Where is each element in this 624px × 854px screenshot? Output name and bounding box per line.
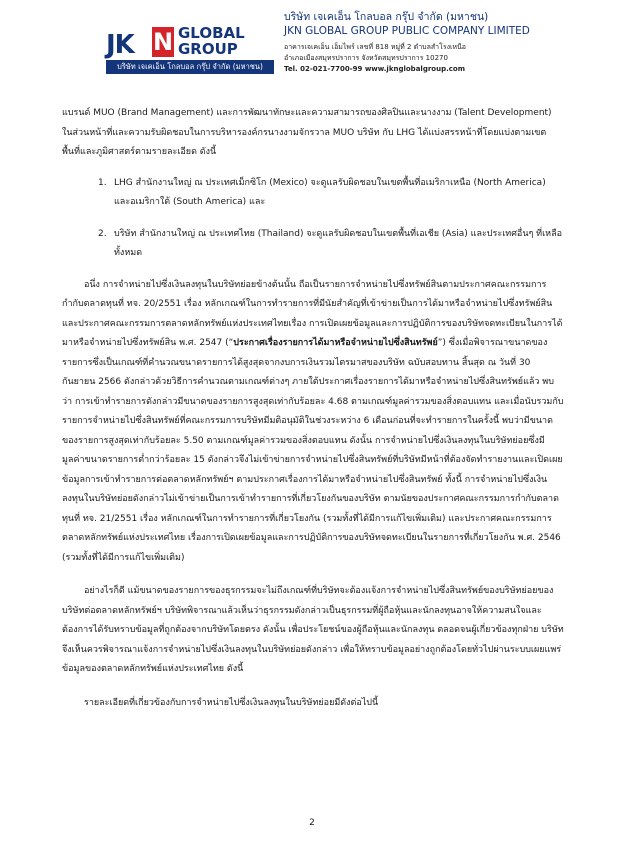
region-list [62,174,564,264]
list-number: 1. [98,177,107,188]
logo-n-box: N [152,28,174,56]
logo-jk-text: JK [106,30,134,60]
logo-thai-band: บริษัท เจเคเอ็น โกลบอล กรุ๊ป จำกัด (มหาชน) [106,60,274,74]
paragraph-brand-management: แบรนด์ MUO (Brand Management) และการพัฒนาทักษะและความสามารถของศิลปินและนางงาม (Talent Development) ในส่วนหน้าที่และความรับผิดชอบในการบริหารองค์กรนางงามจักรวาล MUO บริษัท กับ LHG ได้แบ่งสรรหน้าที่โดยแบ่งตามเขตพื้นที่และภูมิศาสตร์ตามรายละเอียด ดังนี้ [62,108,552,157]
company-name-th: บริษัท เจเคเอ็น โกลบอล กรุ๊ป จำกัด (มหาชน) [284,11,489,23]
list-number: 2. [98,228,107,239]
company-name-en: JKN GLOBAL GROUP PUBLIC COMPANY LIMITED [284,25,530,37]
address-line-2: อำเภอเมืองสมุทรปราการ จังหวัดสมุทรปราการ 10270 [284,54,448,62]
paragraph-text: ”) ซึ่งเมื่อพิจารณาขนาดของรายการซึ่งเป็นเกณฑ์ที่คำนวณขนาดรายการได้สูงสุดจากงบการเงินรวมไตรมาสของบริษัท ฉบับสอบทาน สิ้นสุด ณ วันที่ 30 กันยายน 2566 ดังกล่าวด้วยวิธีการคำนวณตามเกณฑ์ต่างๆ ภายใต้ประกาศเรื่องรายการได้มาหรือจำหน่ายไปซึ่งสินทรัพย์แล้ว พบว่า การเข้าทำรายการดังกล่าวมีขนาดของรายการสูงสุดเท่ากับร้อยละ 4.68 ตามเกณฑ์มูลค่ารวมของสิ่งตอบแทน และเมื่อนับรวมกับรายการจำหน่ายไปซึ่งสินทรัพย์ที่คณะกรรมการบริษัทมีมติอนุมัติในช่วงระหว่าง 6 เดือนก่อนที่จะทำรายการในครั้งนี้ พบว่ามีขนาดของรายการสูงสุดเท่ากับร้อยละ 5.50 ตามเกณฑ์มูลค่ารวมของสิ่งตอบแทน ดังนั้น การจำหน่ายไปซึ่งเงินลงทุนในบริษัทย่อยซึ่งมีมูลค่าขนาดรายการต่ำกว่าร้อยละ 15 ดังกล่าวจึงไม่เข้าข่ายการจำหน่ายไปซึ่งสินทรัพย์ที่บริษัทมีหน้าที่ต้องจัดทำรายงานและเปิดเผยข้อมูลการเข้าทำรายการต่อตลาดหลักทรัพย์ฯ ตามประกาศเรื่องการได้มาหรือจำหน่ายไปซึ่งสินทรัพย์ ทั้งนี้ การจำหน่ายไปซึ่งเงินลงทุนในบริษัทย่อยดังกล่าวไม่เข้าข่ายเป็นการเข้าทำรายการที่เกี่ยวโยงกันของบริษัท ตามนัยของประกาศคณะกรรมการกำกับตลาดทุนที่ ทจ. 21/2551 เรื่อง หลักเกณฑ์ในการทำรายการที่เกี่ยวโยงกัน (รวมทั้งที่ได้มีการแก้ไขเพิ่มเติม) และประกาศคณะกรรมการตลาดหลักทรัพย์แห่งประเทศไทย เรื่องการเปิดเผยข้อมูลและการปฏิบัติการของบริษัทจดทะเบียนในรายการที่เกี่ยวโยงกัน พ.ศ. 2546 (รวมทั้งที่ได้มีการแก้ไขเพิ่มเติม) [62,338,564,563]
list-text: บริษัท สำนักงานใหญ่ ณ ประเทศไทย (Thailand) จะดูแลรับผิดชอบในเขตพื้นที่เอเชีย (Asia) และประเทศอื่นๆ ที่เหลือทั้งหมด [114,228,563,258]
paragraph-disposal-criteria [62,276,564,569]
page-number: 2 [309,818,315,828]
list-text: LHG สำนักงานใหญ่ ณ ประเทศเม็กซิโก (Mexico) จะดูแลรับผิดชอบในเขตพื้นที่อเมริกาเหนือ (North America) และอเมริกาใต้ (South America) และ [114,177,546,207]
letterhead [0,0,624,92]
address-line-1: อาคารเจเคเอ็น เอ็มไพร์ เลขที่ 818 หมู่ที่ 2 ตำบลสำโรงเหนือ [284,43,466,51]
logo-global-text: GLOBAL [178,24,245,42]
contact-line: Tel. 02-021-7700-99 www.jknglobalgroup.com [284,65,465,73]
company-logo [106,12,274,76]
paragraph-text: อนึ่ง การจำหน่ายไปซึ่งเงินลงทุนในบริษัทย่อยข้างต้นนั้น ถือเป็นรายการจำหน่ายไปซึ่งทรัพย์สินตามประกาศคณะกรรมการกำกับตลาดทุนที่ ทจ. 20/2551 เรื่อง หลักเกณฑ์ในการทำรายการที่มีนัยสำคัญที่เข้าข่ายเป็นการได้มาหรือจำหน่ายไปซึ่งทรัพย์สิน และประกาศคณะกรรมการตลาดหลักทรัพย์แห่งประเทศไทยเรื่อง การเปิดเผยข้อมูลและการปฏิบัติการของบริษัทจดทะเบียนในการได้มาหรือจำหน่ายไปซึ่งทรัพย์สิน พ.ศ. 2547 (“ [62,279,563,348]
list-item [62,225,564,264]
paragraph-details-intro: รายละเอียดที่เกี่ยวข้องกับการจำหน่ายไปซึ่งเงินลงทุนในบริษัทย่อยมีดังต่อไปนี้ [84,697,379,708]
list-item [62,174,564,213]
defined-term: ประกาศเรื่องรายการได้มาหรือจำหน่ายไปซึ่งสินทรัพย์ [233,338,438,348]
logo-group-text: GROUP [178,40,238,58]
document-body [62,104,564,713]
company-info [284,10,614,75]
paragraph-disclosure-rationale: อย่างไรก็ดี แม้ขนาดของรายการของธุรกรรมจะไม่ถึงเกณฑ์ที่บริษัทจะต้องแจ้งการจำหน่ายไปซึ่งสินทรัพย์ของบริษัทย่อยของบริษัทต่อตลาดหลักทรัพย์ฯ บริษัทพิจารณาแล้วเห็นว่าธุรกรรมดังกล่าวเป็นธุรกรรมที่ผู้ถือหุ้นและนักลงทุนอาจให้ความสนใจและต้องการได้รับทราบข้อมูลที่ถูกต้องจากบริษัทโดยตรง ดังนั้น เพื่อประโยชน์ของผู้ถือหุ้นและนักลงทุน ตลอดจนผู้เกี่ยวข้องทุกฝ่าย บริษัทจึงเห็นควรพิจารณาแจ้งการจำหน่ายไปซึ่งเงินลงทุนในบริษัทย่อยดังกล่าว เพื่อให้ทราบข้อมูลอย่างถูกต้องโดยทั่วไปผ่านระบบเผยแพร่ข้อมูลของตลาดหลักทรัพย์แห่งประเทศไทย ดังนี้ [62,586,564,674]
